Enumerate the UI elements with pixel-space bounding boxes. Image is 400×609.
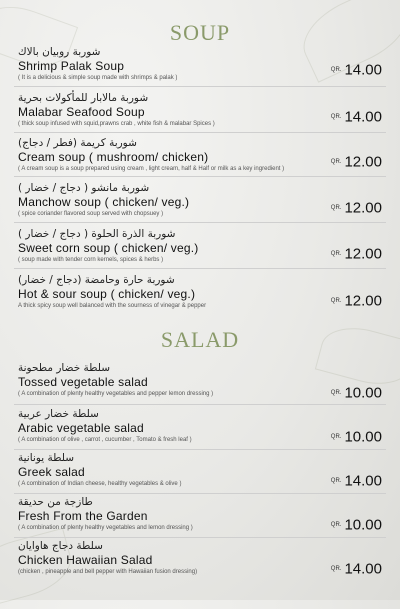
menu-item xyxy=(18,452,384,488)
item-name: Shrimp Palak Soup xyxy=(18,59,125,73)
currency-label: QR. xyxy=(330,565,342,572)
currency-label: QR. xyxy=(330,66,342,73)
divider xyxy=(14,537,386,538)
price-amount: 14.00 xyxy=(344,560,382,578)
item-description: ( soup made with tender corn kernels, spices & herbs ) xyxy=(18,257,164,263)
item-description: ( spice coriander flavored soup served with chopsuey ) xyxy=(18,211,164,217)
item-description: ( A cream soup is a soup prepared using cream , light cream, half & Half or milk as a key ingredient ) xyxy=(18,166,285,172)
price-amount: 12.00 xyxy=(344,292,382,310)
currency-label: QR. xyxy=(330,113,342,120)
item-description: ( It is a delicious & simple soup made with shrimps & palak ) xyxy=(18,75,178,81)
item-name: Greek salad xyxy=(18,465,85,479)
item-name: Chicken Hawaiian Salad xyxy=(18,553,153,567)
item-price xyxy=(331,245,382,263)
item-arabic-name: شوربة روبيان بالاك xyxy=(18,46,101,58)
currency-label: QR. xyxy=(330,521,342,528)
item-price xyxy=(331,292,382,310)
item-price xyxy=(331,516,382,534)
price-amount: 12.00 xyxy=(344,199,382,217)
currency-label: QR. xyxy=(330,477,342,484)
item-description: ( thick soup infused with squid,prawns crab , white fish & malabar Spices ) xyxy=(18,121,215,127)
item-name: Malabar Seafood Soup xyxy=(18,105,145,119)
price-amount: 14.00 xyxy=(344,472,382,490)
salad-section-title: SALAD xyxy=(160,327,240,352)
divider xyxy=(14,268,386,269)
currency-label: QR. xyxy=(330,389,342,396)
divider xyxy=(14,404,386,405)
item-arabic-name: شوربة حارة وحامضة (دجاج / خضار) xyxy=(18,274,175,286)
divider xyxy=(14,86,386,87)
divider xyxy=(14,222,386,223)
currency-label: QR. xyxy=(330,433,342,440)
menu-item xyxy=(18,408,384,444)
item-name: Tossed vegetable salad xyxy=(18,375,148,389)
item-arabic-name: شوربة مانشو ( دجاج / خضار ) xyxy=(18,182,150,194)
menu-item xyxy=(18,46,384,82)
currency-label: QR. xyxy=(330,204,342,211)
item-price xyxy=(331,428,382,446)
price-amount: 10.00 xyxy=(344,428,382,446)
menu-item xyxy=(18,274,384,310)
item-price xyxy=(331,153,382,171)
item-price xyxy=(331,108,382,126)
currency-label: QR. xyxy=(330,250,342,257)
item-arabic-name: سلطة دجاج هاوايان xyxy=(18,540,103,552)
item-arabic-name: طازجة من حديقة xyxy=(18,496,93,508)
item-name: Sweet corn soup ( chicken/ veg.) xyxy=(18,241,199,255)
item-price xyxy=(331,560,382,578)
soup-section-title: SOUP xyxy=(169,20,231,45)
divider xyxy=(14,176,386,177)
menu-item xyxy=(18,182,384,218)
item-price xyxy=(331,199,382,217)
menu-item xyxy=(18,540,384,576)
currency-label: QR. xyxy=(330,158,342,165)
item-description: ( A combination of plenty healthy vegetables and lemon dressing ) xyxy=(18,525,193,531)
divider xyxy=(14,132,386,133)
item-description: (chicken , pineapple and bell pepper with Hawaiian fusion dressing) xyxy=(18,569,198,575)
item-description: ( A combination of Indian cheese, healthy vegetables & olive ) xyxy=(18,481,182,487)
item-arabic-name: شوربة الذرة الحلوة ( دجاج / خضار ) xyxy=(18,228,176,240)
item-description: ( A combination of plenty healthy vegetables and pepper lemon dressing ) xyxy=(18,391,214,397)
menu-item xyxy=(18,228,384,264)
item-name: Arabic vegetable salad xyxy=(18,421,144,435)
item-price xyxy=(331,61,382,79)
item-price xyxy=(331,384,382,402)
item-name: Hot & sour soup ( chicken/ veg.) xyxy=(18,287,196,301)
item-description: A thick spicy soup well balanced with the sourness of vinegar & pepper xyxy=(18,303,207,309)
divider xyxy=(14,449,386,450)
item-arabic-name: شوربة مالابار للمأكولات بحرية xyxy=(18,92,149,104)
item-description: ( A combination of olive , carrot , cucumber , Tomato & fresh leaf ) xyxy=(18,437,192,443)
currency-label: QR. xyxy=(330,297,342,304)
menu-item xyxy=(18,362,384,398)
price-amount: 12.00 xyxy=(344,153,382,171)
item-arabic-name: سلطة خضار عربية xyxy=(18,408,99,420)
item-name: Manchow soup ( chicken/ veg.) xyxy=(18,195,190,209)
menu-item xyxy=(18,137,384,173)
divider xyxy=(14,493,386,494)
item-name: Fresh From the Garden xyxy=(18,509,148,523)
item-arabic-name: سلطة يونانية xyxy=(18,452,75,464)
item-price xyxy=(331,472,382,490)
menu-item xyxy=(18,92,384,128)
menu-item xyxy=(18,496,384,532)
item-arabic-name: سلطة خضار مطحونة xyxy=(18,362,111,374)
item-name: Cream soup ( mushroom/ chicken) xyxy=(18,150,209,164)
price-amount: 10.00 xyxy=(344,384,382,402)
price-amount: 10.00 xyxy=(344,516,382,534)
price-amount: 14.00 xyxy=(344,108,382,126)
price-amount: 12.00 xyxy=(344,245,382,263)
item-arabic-name: شوربة كريمة (فطر / دجاج) xyxy=(18,137,137,149)
price-amount: 14.00 xyxy=(344,61,382,79)
